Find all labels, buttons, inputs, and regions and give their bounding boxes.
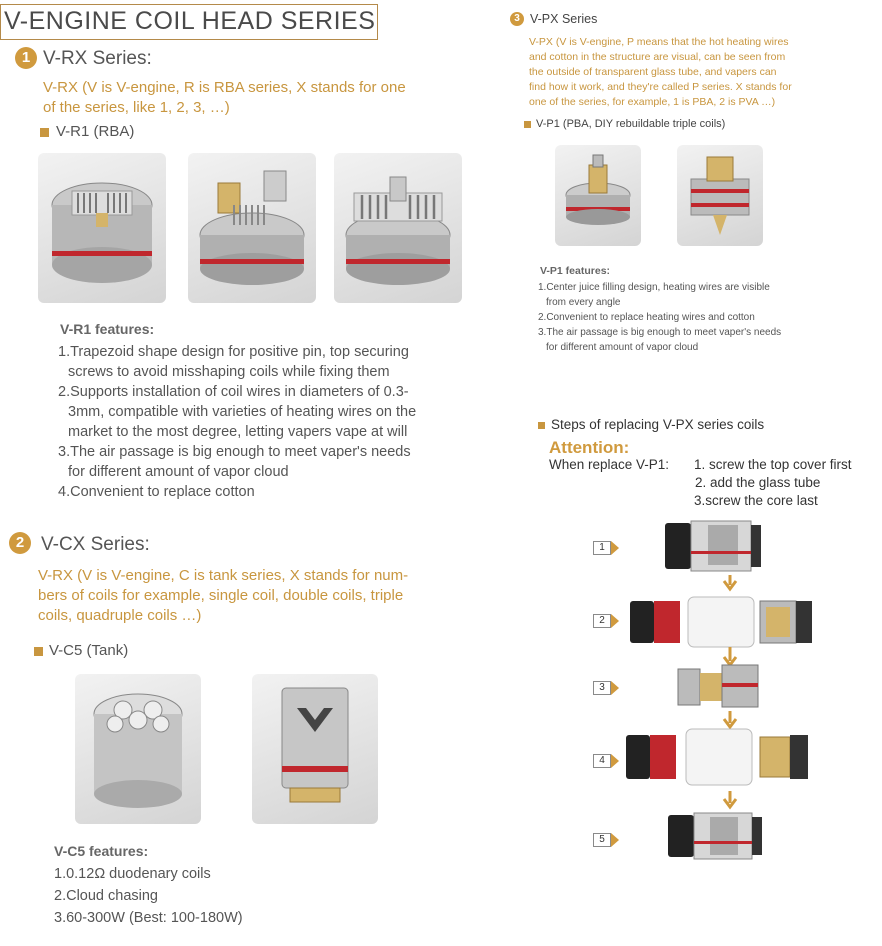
- vc5-features-heading: V-C5 features:: [54, 843, 149, 859]
- list-item: 3.screw the core last: [694, 493, 818, 508]
- vr1-photo-2: [188, 153, 316, 303]
- step-number-5: 5: [593, 833, 611, 847]
- coil-head-side-image: [252, 674, 378, 824]
- vr1-features-list: [58, 342, 416, 502]
- vpx-desc-line: and cotton in the structure are visual, can be seen from: [529, 51, 786, 63]
- vcx-desc-line: bers of coils for example, single coil, double coils, triple: [38, 587, 404, 604]
- attention-label: Attention:: [549, 438, 630, 457]
- step-3-core-image: [678, 665, 758, 707]
- list-item: 4.Convenient to replace cotton: [58, 484, 255, 500]
- down-arrow-icon: [724, 647, 736, 665]
- square-bullet-icon: [34, 647, 43, 656]
- list-item: 2.Supports installation of coil wires in diameters of 0.3-: [58, 384, 409, 400]
- step-number-3: 3: [593, 681, 611, 695]
- square-bullet-icon: [538, 422, 545, 429]
- step-arrow-icon: [611, 614, 619, 628]
- vp1-photo-2: [677, 145, 763, 246]
- list-item: 3.The air passage is big enough to meet vaper's needs: [538, 327, 782, 338]
- list-item: 1.Trapezoid shape design for positive pin, top securing: [58, 344, 409, 360]
- vr1-model-label: V-R1 (RBA): [56, 123, 135, 140]
- coil-replacement-diagram: [620, 515, 860, 860]
- section-number-1: 1: [15, 47, 37, 69]
- vp1-features-heading: V-P1 features:: [540, 265, 611, 277]
- vpx-desc-line: find how it work, and they're called P series. X stands for: [529, 81, 792, 93]
- list-item: 2. add the glass tube: [695, 475, 821, 490]
- vpx-heading: V-PX Series: [530, 12, 598, 26]
- list-item: for different amount of vapor cloud: [68, 464, 289, 480]
- list-item: 1. screw the top cover first: [694, 457, 852, 472]
- list-item: 1.Center juice filling design, heating wires are visible: [538, 282, 770, 293]
- list-item: from every angle: [546, 297, 621, 308]
- list-item: 2.Convenient to replace heating wires and cotton: [538, 312, 755, 323]
- coil-head-top-image: [75, 674, 201, 824]
- list-item: screws to avoid misshaping coils while fixing them: [68, 364, 390, 380]
- list-item: for different amount of vapor cloud: [546, 342, 699, 353]
- coil-deck-image: [334, 153, 462, 303]
- list-item: 1.0.12Ω duodenary coils: [54, 866, 211, 882]
- step-number-2: 2: [593, 614, 611, 628]
- vpx-desc-line: V-PX (V is V-engine, P means that the hot heating wires: [529, 36, 789, 48]
- vr1-features-heading: V-R1 features:: [60, 321, 155, 337]
- vr1-photo-3: [334, 153, 462, 303]
- vrx-heading: V-RX Series:: [43, 48, 152, 69]
- vrx-desc-line: V-RX (V is V-engine, R is RBA series, X stands for one: [43, 79, 406, 96]
- list-item: 3.60-300W (Best: 100-180W): [54, 910, 243, 926]
- vpx-desc-line: one of the series, for example, 1 is PBA, 2 is PVA …): [529, 96, 776, 108]
- pba-deck-image: [677, 145, 763, 246]
- step-arrow-icon: [611, 833, 619, 847]
- vpx-description: [529, 35, 849, 110]
- coil-deck-image: [38, 153, 166, 303]
- list-item: 2.Cloud chasing: [54, 888, 158, 904]
- vcx-desc-line: coils, quadruple coils …): [38, 607, 202, 624]
- vcx-description: [38, 566, 458, 626]
- vc5-photo-2: [252, 674, 378, 824]
- vpx-desc-line: the outside of transparent glass tube, and vapers can: [529, 66, 777, 78]
- down-arrow-icon: [724, 575, 736, 589]
- vr1-photo-1: [38, 153, 166, 303]
- list-item: 3.The air passage is big enough to meet vaper's needs: [58, 444, 411, 460]
- steps-heading: Steps of replacing V-PX series coils: [551, 417, 765, 432]
- section-number-2: 2: [9, 532, 31, 554]
- vrx-desc-line: of the series, like 1, 2, 3, …): [43, 99, 230, 116]
- list-item: 3mm, compatible with varieties of heating wires on the: [68, 404, 417, 420]
- down-arrow-icon: [724, 791, 736, 807]
- step-2-exploded-image: [630, 597, 812, 647]
- coil-deck-image: [188, 153, 316, 303]
- vcx-heading: V-CX Series:: [41, 534, 150, 555]
- vp1-photo-1: [555, 145, 641, 246]
- vrx-description: [43, 78, 463, 118]
- square-bullet-icon: [40, 128, 49, 137]
- pba-deck-image: [555, 145, 641, 246]
- step-number-4: 4: [593, 754, 611, 768]
- square-bullet-icon: [524, 121, 531, 128]
- vp1-model-label: V-P1 (PBA, DIY rebuildable triple coils): [536, 118, 726, 130]
- vp1-features-list: [538, 280, 781, 355]
- step-1-tank-image: [665, 521, 761, 571]
- vc5-model-label: V-C5 (Tank): [49, 642, 129, 659]
- step-arrow-icon: [611, 754, 619, 768]
- vcx-desc-line: V-RX (V is V-engine, C is tank series, X stands for num-: [38, 567, 409, 584]
- step-4-exploded-image: [626, 729, 808, 785]
- section-number-3: 3: [510, 12, 524, 26]
- vc5-photo-1: [75, 674, 201, 824]
- step-number-1: 1: [593, 541, 611, 555]
- list-item: market to the most degree, letting vapers vape at will: [68, 424, 408, 440]
- vc5-features-list: [54, 863, 243, 929]
- step-5-tank-image: [668, 813, 762, 859]
- step-arrow-icon: [611, 681, 619, 695]
- down-arrow-icon: [724, 711, 736, 727]
- when-replace-label: When replace V-P1:: [549, 457, 670, 472]
- steps-list: [694, 456, 852, 510]
- step-arrow-icon: [611, 541, 619, 555]
- page-title: V-ENGINE COIL HEAD SERIES: [4, 7, 376, 35]
